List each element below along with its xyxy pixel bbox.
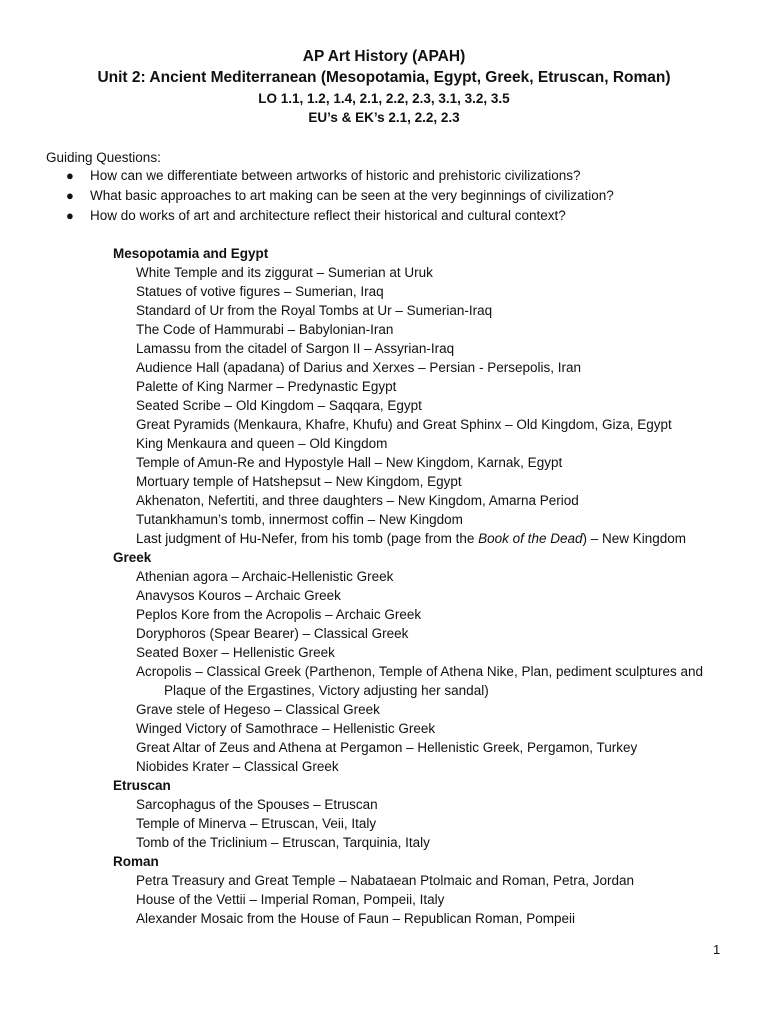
artwork-item: Doryphoros (Spear Bearer) – Classical Greek (136, 626, 409, 641)
artwork-item: Petra Treasury and Great Temple – Nabataean Ptolmaic and Roman, Petra, Jordan (136, 873, 635, 888)
artwork-item: Alexander Mosaic from the House of Faun – Republican Roman, Pompeii (136, 911, 575, 926)
artwork-item: Statues of votive figures – Sumerian, Iraq (136, 284, 384, 299)
artwork-item: Standard of Ur from the Royal Tombs at Ur – Sumerian-Iraq (136, 303, 493, 318)
document-header (0, 47, 768, 127)
unit-title: Unit 2: Ancient Mediterranean (Mesopotamia, Egypt, Greek, Etruscan, Roman) (97, 69, 671, 86)
learning-objectives: LO 1.1, 1.2, 1.4, 2.1, 2.2, 2.3, 3.1, 3.2, 3.5 (258, 91, 510, 106)
artwork-text: ) – New Kingdom (582, 531, 687, 546)
section-heading: Etruscan (113, 778, 171, 793)
artwork-item: Temple of Minerva – Etruscan, Veii, Italy (136, 816, 377, 831)
artwork-item: Seated Scribe – Old Kingdom – Saqqara, Egypt (136, 398, 422, 413)
artwork-item: Seated Boxer – Hellenistic Greek (136, 645, 335, 660)
book-title: Book of the Dead (478, 531, 583, 546)
artwork-item: Mortuary temple of Hatshepsut – New Kingdom, Egypt (136, 474, 462, 489)
guiding-questions-list (64, 166, 614, 226)
guiding-question (64, 206, 614, 226)
artwork-item: Anavysos Kouros – Archaic Greek (136, 588, 341, 603)
section-heading: Greek (113, 550, 152, 565)
artwork-item: Tomb of the Triclinium – Etruscan, Tarquinia, Italy (136, 835, 430, 850)
artwork-item: Great Pyramids (Menkaura, Khafre, Khufu) and Great Sphinx – Old Kingdom, Giza, Egypt (136, 417, 672, 432)
artwork-item: Grave stele of Hegeso – Classical Greek (136, 702, 380, 717)
artwork-item: Winged Victory of Samothrace – Hellenistic Greek (136, 721, 436, 736)
section-roman (113, 852, 733, 928)
artwork-item-acropolis: Acropolis – Classical Greek (Parthenon, Temple of Athena Nike, Plan, pediment sculptures and Plaque of the Ergastines, Victory adjusting her sandal) (136, 664, 704, 698)
section-mesopotamia-egypt (113, 244, 733, 548)
artwork-item: White Temple and its ziggurat – Sumerian at Uruk (136, 265, 433, 280)
artwork-item: King Menkaura and queen – Old Kingdom (136, 436, 388, 451)
guiding-questions-label: Guiding Questions: (46, 150, 161, 165)
section-heading: Mesopotamia and Egypt (113, 246, 269, 261)
artwork-item: Lamassu from the citadel of Sargon II – Assyrian-Iraq (136, 341, 455, 356)
section-heading: Roman (113, 854, 159, 869)
artwork-sections (113, 244, 733, 928)
page-number: 1 (713, 942, 721, 957)
artwork-item: Akhenaton, Nefertiti, and three daughters – New Kingdom, Amarna Period (136, 493, 579, 508)
enduring-understandings: EU’s & EK’s 2.1, 2.2, 2.3 (308, 110, 460, 125)
bullet-icon: ● (66, 188, 74, 203)
guiding-question (64, 186, 614, 206)
artwork-item: Peplos Kore from the Acropolis – Archaic Greek (136, 607, 422, 622)
artwork-text: Last judgment of Hu-Nefer, from his tomb (page from the (136, 531, 479, 546)
bullet-icon: ● (66, 208, 74, 223)
artwork-item: Tutankhamun’s tomb, innermost coffin – New Kingdom (136, 512, 463, 527)
guiding-question-text: How can we differentiate between artworks of historic and prehistoric civilizations? (90, 168, 581, 183)
guiding-question-text: How do works of art and architecture reflect their historical and cultural context? (90, 208, 566, 223)
artwork-item: Temple of Amun-Re and Hypostyle Hall – New Kingdom, Karnak, Egypt (136, 455, 563, 470)
artwork-item: Niobides Krater – Classical Greek (136, 759, 339, 774)
guiding-question (64, 166, 614, 186)
guiding-question-text: What basic approaches to art making can be seen at the very beginnings of civilization? (90, 188, 614, 203)
document-title: AP Art History (APAH) (302, 48, 466, 65)
section-etruscan (113, 776, 733, 852)
bullet-icon: ● (66, 168, 74, 183)
section-greek (113, 548, 733, 776)
artwork-item: House of the Vettii – Imperial Roman, Pompeii, Italy (136, 892, 445, 907)
artwork-item: Palette of King Narmer – Predynastic Egypt (136, 379, 397, 394)
artwork-item: Great Altar of Zeus and Athena at Pergamon – Hellenistic Greek, Pergamon, Turkey (136, 740, 638, 755)
artwork-item-hu-nefer (113, 529, 733, 548)
artwork-item: Audience Hall (apadana) of Darius and Xerxes – Persian - Persepolis, Iran (136, 360, 581, 375)
artwork-item: Athenian agora – Archaic-Hellenistic Greek (136, 569, 394, 584)
artwork-item: Sarcophagus of the Spouses – Etruscan (136, 797, 378, 812)
artwork-item: The Code of Hammurabi – Babylonian-Iran (136, 322, 394, 337)
